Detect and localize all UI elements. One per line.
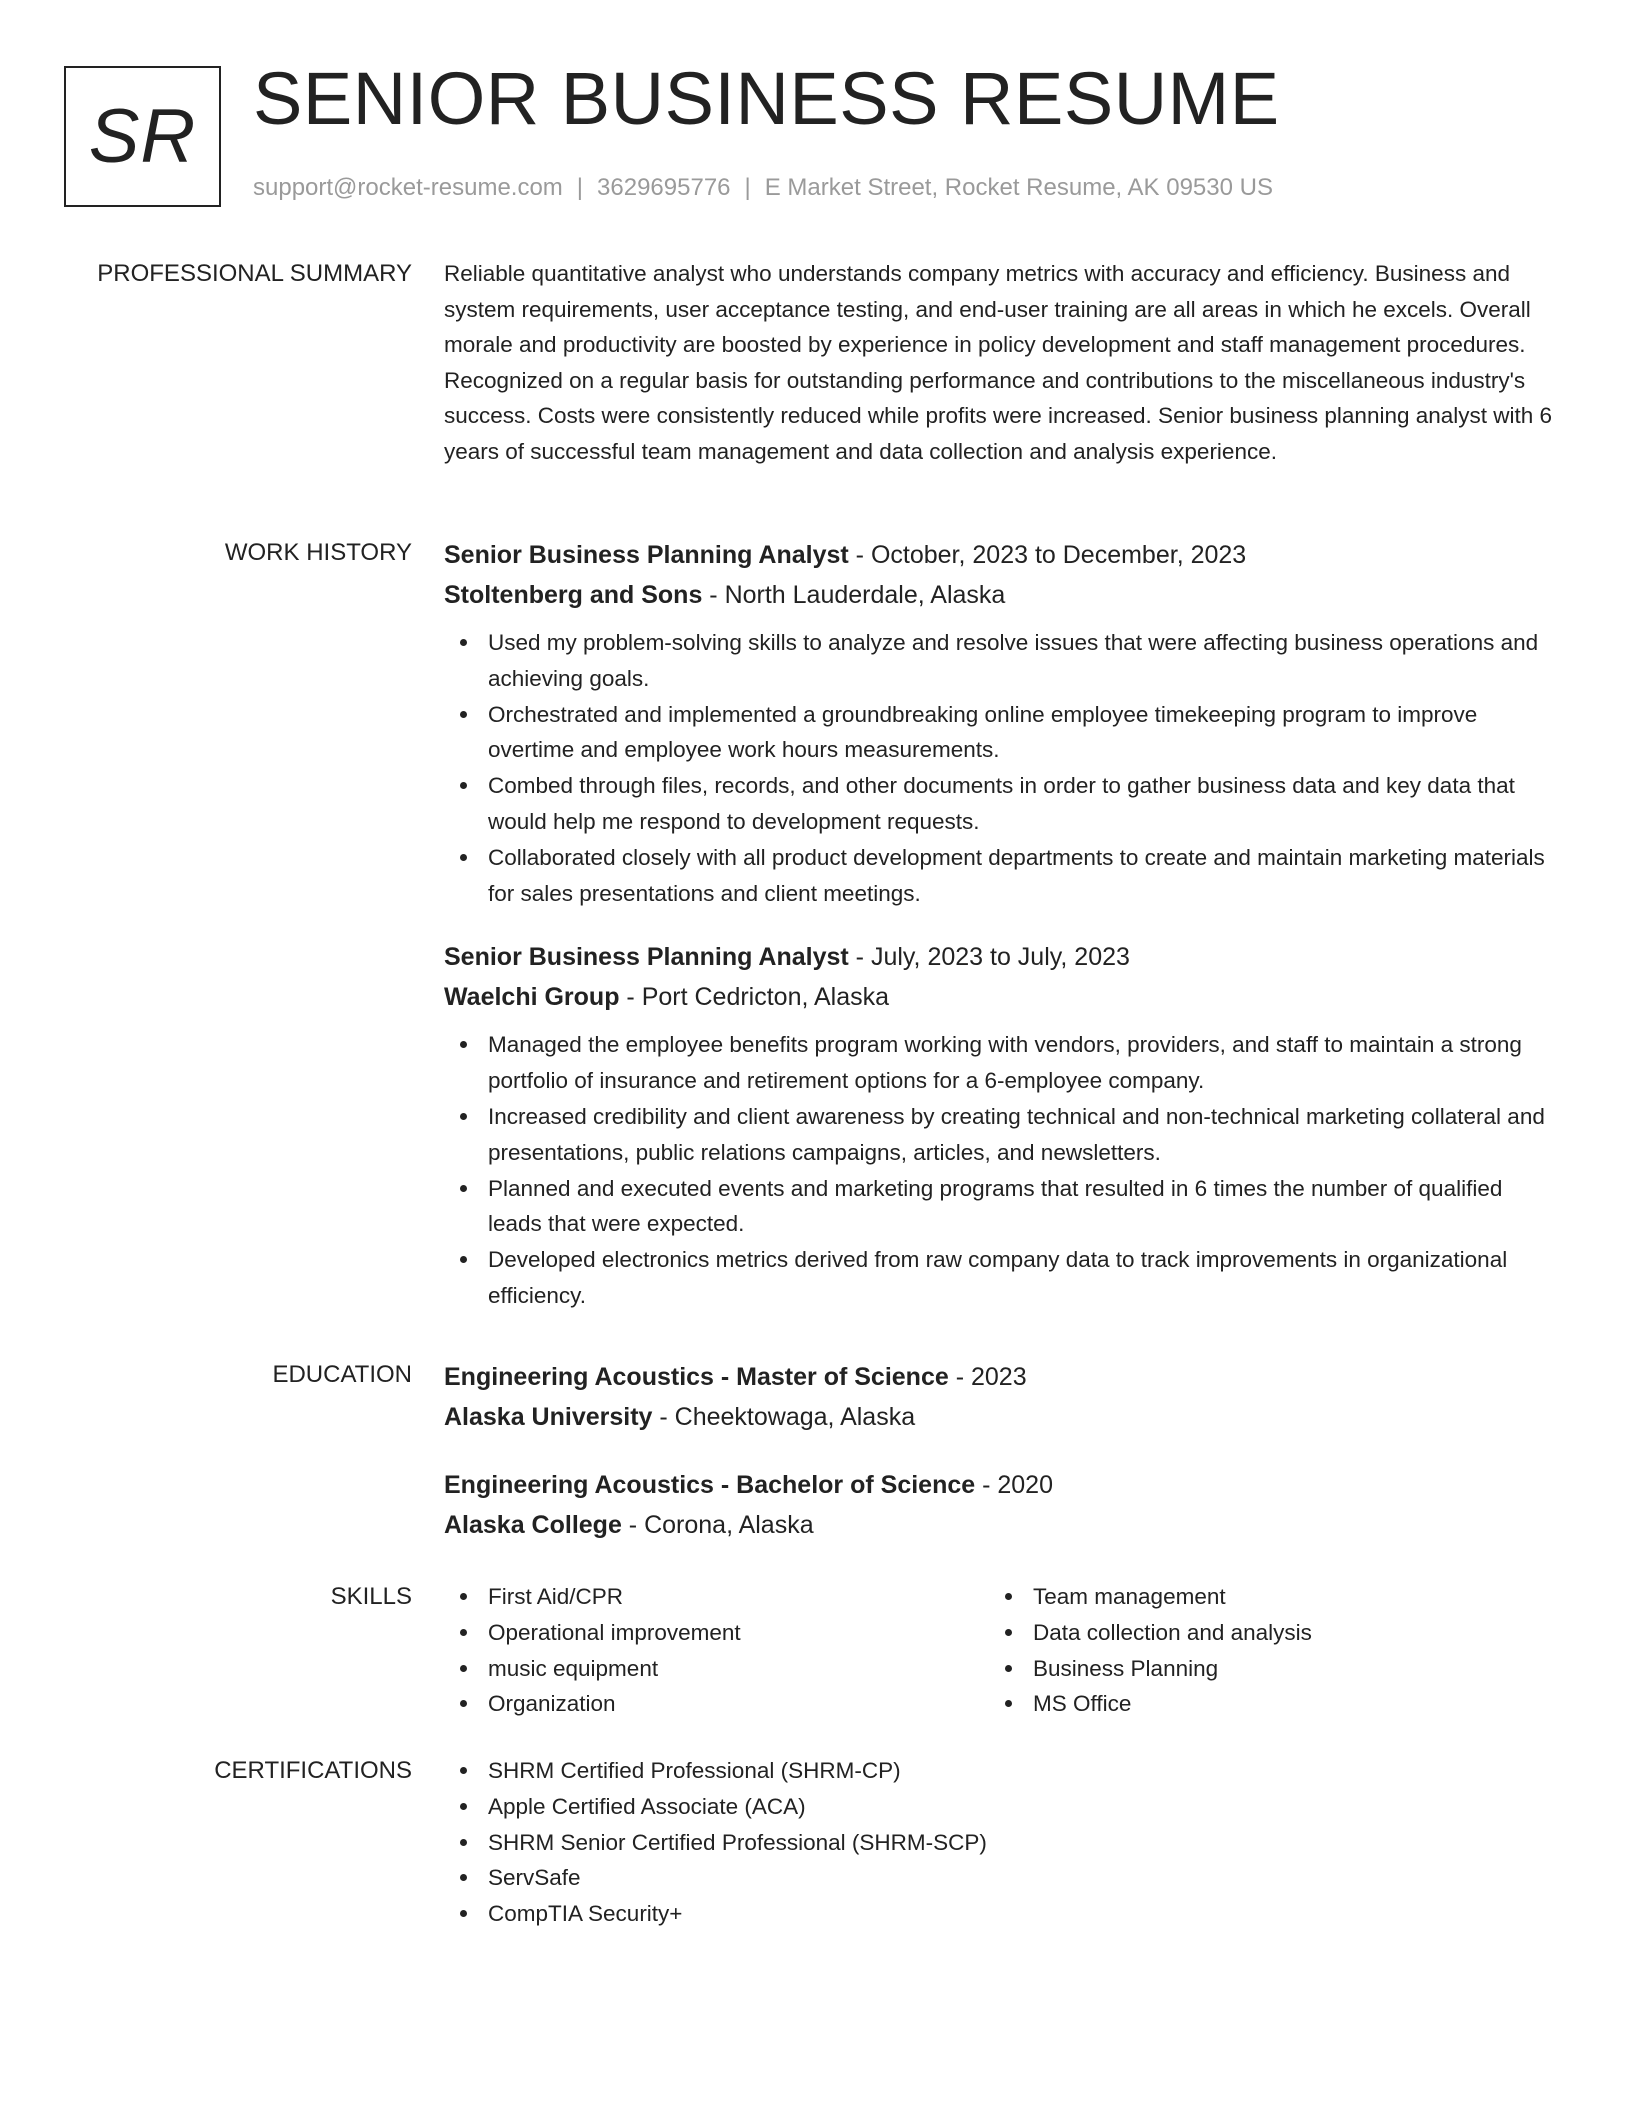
degree-line (444, 1357, 1559, 1397)
contact-email: support@rocket-resume.com (253, 174, 563, 201)
job-bullets (444, 625, 1559, 911)
list-item: Collaborated closely with all product development departments to create and maintain marketing materials for sales presentations and client meetings. (444, 840, 1559, 912)
list-item: Developed electronics metrics derived from raw company data to track improvements in organizational efficiency. (444, 1242, 1559, 1314)
job-location: - North Lauderdale, Alaska (702, 581, 1006, 609)
contact-phone: 3629695776 (597, 174, 731, 201)
certifications-list (444, 1753, 1559, 1932)
list-item: CompTIA Security+ (444, 1896, 1559, 1932)
list-item: Combed through files, records, and other documents in order to gather business data and key data that would help me respond to development requests. (444, 768, 1559, 840)
summary-body (444, 256, 1559, 470)
job-bullets (444, 1027, 1559, 1313)
monogram-logo (64, 66, 221, 207)
summary-text: Reliable quantitative analyst who understands company metrics with accuracy and efficiency. Business and system requirements, user acceptance testing, and end-user training are all areas in which he excels. Overall morale and productivity are boosted by experience in policy development and staff management procedures. Recognized on a regular basis for outstanding performance and contributions to the miscellaneous industry's success. Costs were consistently reduced while profits were increased. Senior business planning analyst with 6 years of successful team management and data collection and analysis experience. (444, 261, 1553, 464)
education-body (444, 1357, 1559, 1545)
list-item: Organization (444, 1686, 989, 1722)
list-item: Data collection and analysis (989, 1615, 1534, 1651)
skills-list-right (989, 1579, 1534, 1722)
section-label-work-history: WORK HISTORY (224, 539, 412, 566)
skills-column-left (444, 1579, 989, 1722)
contact-address: E Market Street, Rocket Resume, AK 09530 US (764, 174, 1273, 201)
list-item: Operational improvement (444, 1615, 989, 1651)
job-entry (444, 937, 1559, 1313)
contact-separator: | (744, 174, 751, 201)
job-company: Waelchi Group (444, 983, 620, 1012)
job-title-line (444, 937, 1559, 977)
section-label-skills: SKILLS (330, 1583, 412, 1610)
section-label-summary: PROFESSIONAL SUMMARY (97, 260, 412, 287)
school-name: Alaska College (444, 1511, 622, 1539)
list-item: SHRM Senior Certified Professional (SHRM-SCP) (444, 1825, 1559, 1861)
resume-title: SENIOR BUSINESS RESUME (253, 57, 1280, 140)
list-item: Orchestrated and implemented a groundbreaking online employee timekeeping program to improve overtime and employee work hours measurements. (444, 697, 1559, 769)
list-item: Managed the employee benefits program working with vendors, providers, and staff to maintain a strong portfolio of insurance and retirement options for a 6-employee company. (444, 1027, 1559, 1099)
school-name: Alaska University (444, 1403, 653, 1431)
section-label-certifications: CERTIFICATIONS (214, 1757, 412, 1784)
list-item: Planned and executed events and marketing programs that resulted in 6 times the number of qualified leads that were expected. (444, 1171, 1559, 1243)
list-item: Increased credibility and client awareness by creating technical and non-technical marketing collateral and presentations, public relations campaigns, articles, and newsletters. (444, 1099, 1559, 1171)
skills-column-right (989, 1579, 1534, 1722)
list-item: Apple Certified Associate (ACA) (444, 1789, 1559, 1825)
degree-year: - 2023 (948, 1363, 1027, 1391)
job-title-line (444, 535, 1559, 575)
school-location: - Corona, Alaska (621, 1511, 814, 1539)
skills-list-left (444, 1579, 989, 1722)
work-history-body (444, 535, 1559, 1314)
school-line (444, 1505, 1559, 1545)
job-title: Senior Business Planning Analyst (444, 943, 849, 972)
list-item: music equipment (444, 1651, 989, 1687)
school-line (444, 1397, 1559, 1437)
list-item: Business Planning (989, 1651, 1534, 1687)
degree-line (444, 1465, 1559, 1505)
degree-name: Engineering Acoustics - Master of Science (444, 1363, 949, 1391)
certifications-body (444, 1753, 1559, 1932)
list-item: ServSafe (444, 1860, 1559, 1896)
job-company-line (444, 977, 1559, 1017)
contact-line (253, 174, 1273, 202)
list-item: Team management (989, 1579, 1534, 1615)
contact-separator: | (576, 174, 584, 201)
job-title: Senior Business Planning Analyst (444, 541, 849, 569)
job-company-line (444, 575, 1559, 615)
degree-name: Engineering Acoustics - Bachelor of Science (444, 1471, 976, 1499)
section-label-education: EDUCATION (272, 1361, 412, 1388)
list-item: Used my problem-solving skills to analyze and resolve issues that were affecting business operations and achieving goals. (444, 625, 1559, 697)
degree-year: - 2020 (975, 1471, 1053, 1499)
list-item: SHRM Certified Professional (SHRM-CP) (444, 1753, 1559, 1789)
education-entry (444, 1357, 1559, 1437)
list-item: MS Office (989, 1686, 1534, 1722)
skills-body (444, 1579, 1559, 1722)
school-location: - Cheektowaga, Alaska (652, 1403, 916, 1431)
job-dates: - July, 2023 to July, 2023 (848, 943, 1130, 972)
monogram-text: SR (88, 93, 197, 179)
job-dates: - October, 2023 to December, 2023 (848, 541, 1247, 569)
job-location: - Port Cedricton, Alaska (619, 983, 890, 1012)
job-company: Stoltenberg and Sons (444, 581, 703, 609)
job-entry (444, 535, 1559, 911)
education-entry (444, 1465, 1559, 1545)
list-item: First Aid/CPR (444, 1579, 989, 1615)
